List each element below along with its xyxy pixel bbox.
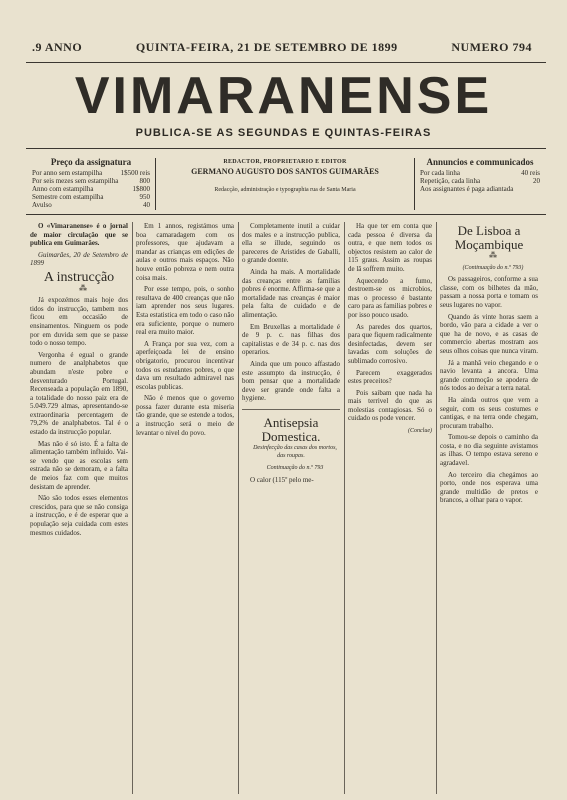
paragraph: A França por sua vez, com a aperfeiçoada lei de ensino obrigatorio, procurou incentivar todos os estudantes pobres, o que dava um resultado admiravel nas escolas publicas. — [136, 339, 234, 391]
paragraph: Não é menos que o governo possa fazer durante esta miseria tão grande, que se estende a todos, a instrucção será o meio de levantar o nivel do povo. — [136, 394, 234, 437]
paragraph: Completamente inutil a cuidar dos males e a instrucção publica, ella se illude, seguindo os pareceres de Aristides de Gaballi, o grande doente. — [242, 222, 340, 265]
paragraph: Tomou-se depois o caminho da costa, e no dia seguinte avistamos as ilhas. O tempo estava sereno e agradavel. — [440, 433, 538, 468]
ornament: ⁂ — [79, 283, 87, 293]
continuation-note: Continuação do n.º 793 — [266, 465, 324, 472]
newspaper-title: VIMARANENSE — [74, 67, 493, 125]
price-row: Anno com estampilha 1$800 — [32, 185, 150, 193]
paragraph: Aquecendo a fumo, destroem-se os microbios, mas o processo é bastante caro para as familias pobres e por isso pouco usado. — [348, 276, 432, 319]
editor-role: REDACTOR, PROPRIETARIO E EDITOR — [223, 159, 347, 165]
continuation-note: (Continuação do n.º 793) — [462, 264, 524, 271]
ad-row: Repetição, cada linha 20 — [420, 177, 540, 185]
column-1 — [30, 222, 128, 794]
paragraph: Por esse tempo, pois, o sonho resultava de 400 creanças que não iam aprender nos seus lugares. Esta estatistica em todo o caso não era suficiente, porque o numero real era muito maior. — [136, 285, 234, 337]
column-3 — [242, 222, 340, 794]
column-divider — [132, 222, 133, 794]
closing-note: (Conclue) — [408, 428, 432, 435]
issue-date: QUINTA-FEIRA, 21 DE SETEMBRO DE 1899 — [135, 39, 398, 54]
paragraph: Parecem exaggerados estes preceitos? — [348, 368, 432, 386]
editor-address: Redacção, administração e typographia rua de Santa Maria — [214, 187, 356, 193]
subscription-box — [32, 158, 150, 210]
price-row: Avulso 40 — [32, 201, 150, 209]
article-heading: Antisepsia Domestica. — [261, 414, 321, 444]
column-5 — [440, 222, 538, 794]
divider — [414, 158, 415, 210]
paragraph: Já a manhã veio chegando e o navio levanta a ancora. Uma grande commoção se apodera de nós todos ao deixar a terra natal. — [440, 358, 538, 393]
top-rule — [26, 62, 546, 63]
section-rule — [242, 409, 340, 410]
paragraph: Mas não é só isto. É a falta de alimentação também influido. Vai-se vendo que as escolas sem estrada não se demoram, e a falta de meios faz com que muitos desistam de aprender. — [30, 439, 128, 491]
price-row: Semestre com estampilha 950 — [32, 193, 150, 201]
paragraph: Em 1 annos, registámos uma boa camaradagem com os professores, que ajudavam a mandar as crianças em edições de aulas e outros mais espaços. Não houve então pobreza e nem outra coisa mais. — [136, 222, 234, 282]
paragraph: Vergonha é egual o grande numero de analphabetos que abundam n'este pobre e desventurado Portugal. Recenseada a população em 1890, a totalidade do nosso paiz era de 5.049.729 almas, apresentando-se extraordinaria percentagem de 79,2% de analphabetos. Tal é o estado da instrucção popular. — [30, 350, 128, 437]
paragraph: Quando ás vinte horas saem a bordo, vão para a cidade a ver o que ha de novo, e as casas de commercio abertas mostram aos seus olhos coisas que nunca viram. — [440, 312, 538, 355]
paragraph: Ao terceiro dia chegámos ao porto, onde nos esperava uma grande multidão de pretos e brancos, a olhar para o vapor. — [440, 470, 538, 505]
dateline — [32, 38, 532, 56]
paragraph: Os passageiros, conforme a sua classe, com os bilhetes da mão, passam a nossa porta e tomam os seus lugares no vapor. — [440, 275, 538, 309]
ads-box — [420, 158, 540, 210]
ads-heading: Annuncios e communicados — [426, 157, 534, 167]
paragraph: Já expozémos mais hoje dos tidos do instrucção, tambem nos ficou em occasião de ensinamentos. Ninguem os pode por em duvida sem que se passe todo o nosso tempo. — [30, 296, 128, 348]
column-2 — [136, 222, 234, 794]
dateline-place: Guimarães, 20 de Setembro de 1899 — [30, 250, 128, 268]
editor-name: GERMANO AUGUSTO DOS SANTOS GUIMARÃES — [191, 167, 379, 176]
article-heading: De Lisboa a Moçambique — [454, 223, 524, 252]
paragraph: Pois saibam que nada ha mais terrivel do que as molestias contagiosas. Só o cuidado os pode vencer. — [348, 388, 432, 423]
price-row: Por seis mezes sem estampilha 800 — [32, 177, 150, 185]
editor-box — [160, 158, 410, 210]
ad-row: Aos assignantes é paga adiantada — [420, 185, 514, 193]
column-divider — [238, 222, 239, 794]
subscription-heading: Preço da assignatura — [50, 157, 132, 167]
paragraph: As paredes dos quartos, para que fiquem radicalmente desinfectadas, devem ser lavadas com soluções de sublimado corrosivo. — [348, 322, 432, 365]
circulation-note: O «Vimaranense» é o jornal de maior circulação que se publica em Guimarães. — [30, 222, 128, 248]
column-divider — [436, 222, 437, 794]
paragraph: Ainda que um pouco affastado este assumpto da instrucção, é bom pensar que a mortalidade deve ser grande onde falta a hygiene. — [242, 359, 340, 403]
article-heading: A instrucção — [43, 269, 115, 285]
paragraph: Em Bruxellas a mortalidade é de 9 p. c. nas filhas dos capitalistas e de 34 p. c. nas dos operarios. — [242, 322, 340, 357]
info-rule — [26, 214, 546, 215]
newspaper-subtitle: PUBLICA-SE AS SEGUNDAS E QUINTAS-FEIRAS — [135, 127, 432, 139]
article-subheading: Desinfecção das casas dos mortos, das roupas. — [253, 444, 337, 460]
paragraph: Ainda ha mais. A mortalidade das creanças entre as familias pobres é enorme. Affirma-se que a mortalidade nas creanças é maior pela falta de cuidado e de alimentação. — [242, 267, 340, 319]
price-row: Por anno sem estampilha 1$500 reis — [32, 169, 150, 177]
paragraph: Não são todos esses elementos crescidos, para que se não consiga a instrucção, e é de esperar que a população seja cuidada com estes mesmos cuidados. — [30, 494, 128, 537]
ornament: ⁂ — [489, 251, 497, 260]
paragraph: Ha que ter em conta que cada pessoa é diversa da outra, e que nem todos os objectos resistem ao calor de 115 graus. Assim as roupas de lã soffrem muito. — [348, 222, 432, 273]
ad-row: Por cada linha 40 reis — [420, 169, 540, 177]
paragraph: O calor (115º pelo me- — [250, 475, 314, 484]
masthead-rule — [26, 148, 546, 149]
divider — [155, 158, 156, 210]
paragraph: Ha ainda outros que vem a seguir, com os seus costumes e cantigas, e na terra onde chegam, procuram trabalho. — [440, 395, 538, 430]
column-4 — [348, 222, 432, 794]
issue-year: .9 ANNO — [32, 39, 83, 54]
column-divider — [344, 222, 345, 794]
issue-number: NUMERO 794 — [451, 39, 532, 54]
